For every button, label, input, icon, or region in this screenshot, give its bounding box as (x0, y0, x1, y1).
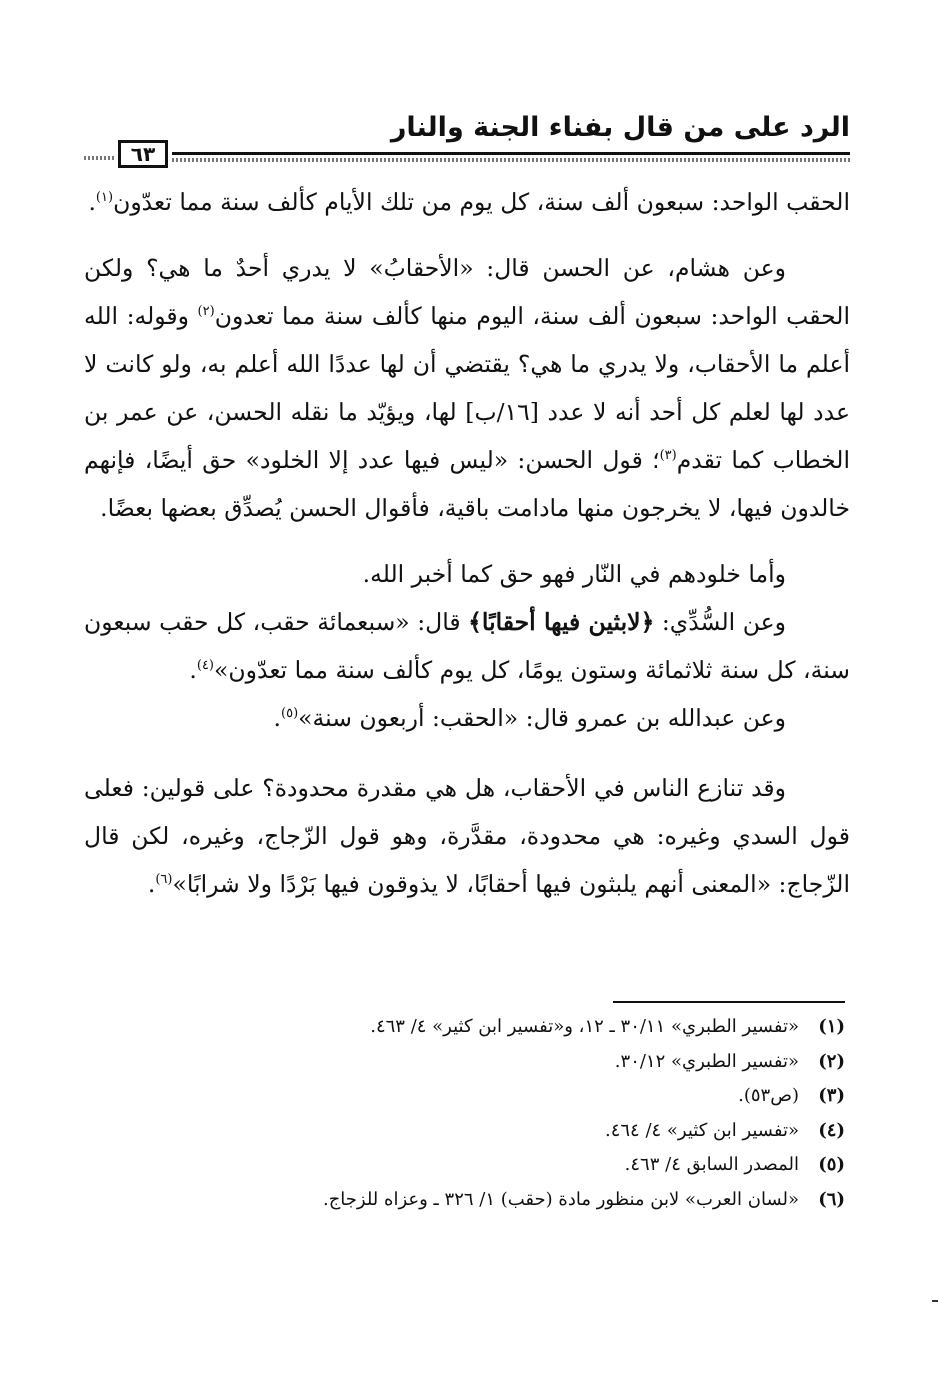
running-title: الرد على من قال بفناء الجنة والنار (390, 112, 850, 143)
footnote-item (165, 1010, 845, 1045)
footnote-text: (ص٥٣). (738, 1085, 799, 1106)
paragraph-text: وقوله: الله أعلم ما الأحقاب، ولا يدري ما هي؟ يقتضي أن لها عددًا الله أعلم به، ولو كانت لا عدد لها لعلم كل أحد أنه لا عدد [١٦/ب] لها، ويؤيّد ما نقله الحسن، عن عمر بن الخطاب كما تقدم (84, 302, 850, 474)
paragraph-text: وعن هشام، عن الحسن قال: «الأحقابُ» لا يدري أحدٌ ما هي؟ ولكن الحقب الواحد: سبعون ألف سنة، اليوم منها كألف سنة مما تعدون (84, 254, 850, 330)
paragraph-text: وأما خلودهم في النّار فهو حق كما أخبر الله. (362, 560, 786, 588)
footnote-number: (٣) (818, 1085, 845, 1106)
paragraph-end: . (189, 656, 197, 684)
header-rule-dotted (172, 158, 850, 162)
paragraph (84, 694, 850, 742)
paragraph-end: . (88, 188, 96, 216)
page-number: ٦٣ (118, 140, 168, 168)
footnote-text: «تفسير الطبري» ٣٠/١١ ـ ١٢، و«تفسير ابن كثير» ٤/ ٤٦٣. (370, 1016, 799, 1037)
footnote-item (165, 1183, 845, 1218)
paragraph-text: وعن السُّدِّي: (654, 608, 787, 636)
scan-edge-mark (932, 1300, 938, 1302)
paragraph-end: . (147, 870, 156, 898)
header-rule (172, 152, 850, 155)
footnote-number: (٦) (818, 1188, 845, 1210)
header-rule-left (84, 156, 114, 160)
footnote-ref: (٥) (281, 706, 299, 722)
paragraph-text: وعن عبدالله بن عمرو قال: «الحقب: أربعون سنة» (298, 704, 786, 732)
footnote-item (165, 1079, 845, 1114)
footnote-ref: (٣) (659, 448, 677, 464)
footnote-item (165, 1045, 845, 1080)
running-header (84, 112, 850, 168)
footnote-item (165, 1114, 845, 1149)
footnotes (165, 1010, 845, 1217)
footnote-ref: (٢) (197, 304, 215, 320)
footnote-ref: (٤) (196, 658, 214, 674)
paragraph (84, 550, 850, 598)
footnote-separator (613, 1001, 845, 1003)
footnote-text: «تفسير الطبري» ٣٠/١٢. (614, 1050, 799, 1072)
footnote-text: «لسان العرب» لابن منظور مادة (حقب) ١/ ٣٢٦ ـ وعزاه للزجاج. (322, 1188, 799, 1210)
paragraph-text: الحقب الواحد: سبعون ألف سنة، كل يوم من تلك الأيام كألف سنة مما تعدّون (113, 188, 850, 216)
footnote-number: (١) (818, 1016, 845, 1037)
footnote-ref: (١) (95, 190, 114, 206)
paragraph-text: قال: «سبعمائة حقب، كل حقب سبعون سنة، كل سنة ثلاثمائة وستون يومًا، كل يوم كألف سنة مما تعدّون» (84, 608, 850, 684)
paragraph-text: ؛ قول الحسن: «ليس فيها عدد إلا الخلود» حق أيضًا، فإنهم خالدون فيها، لا يخرجون منها مادامت باقية، فأقوال الحسن يُصدِّق بعضها بعضًا. (84, 446, 850, 522)
paragraph (84, 598, 850, 694)
footnote-number: (٤) (818, 1119, 845, 1141)
body-text (84, 178, 850, 908)
footnote-item (165, 1148, 845, 1183)
paragraph (84, 178, 850, 226)
footnote-ref: (٦) (155, 872, 173, 888)
footnote-number: (٢) (818, 1050, 845, 1072)
quran-quote: ﴿لابثين فيها أحقابًا﴾ (468, 608, 655, 636)
paragraph (84, 244, 850, 532)
footnote-number: (٥) (818, 1154, 845, 1175)
footnote-text: «تفسير ابن كثير» ٤/ ٤٦٤. (604, 1119, 799, 1141)
footnote-text: المصدر السابق ٤/ ٤٦٣. (624, 1154, 799, 1175)
paragraph (84, 764, 850, 908)
paragraph-end: . (273, 704, 282, 732)
paragraph-text: وقد تنازع الناس في الأحقاب، هل هي مقدرة محدودة؟ على قولين: فعلى قول السدي وغيره: هي محدودة، مقدَّرة، وهو قول الزّجاج، وغيره، لكن قال الزّجاج: «المعنى أنهم يلبثون فيها أحقابًا، لا يذوقون فيها بَرْدًا ولا شرابًا» (84, 774, 850, 898)
